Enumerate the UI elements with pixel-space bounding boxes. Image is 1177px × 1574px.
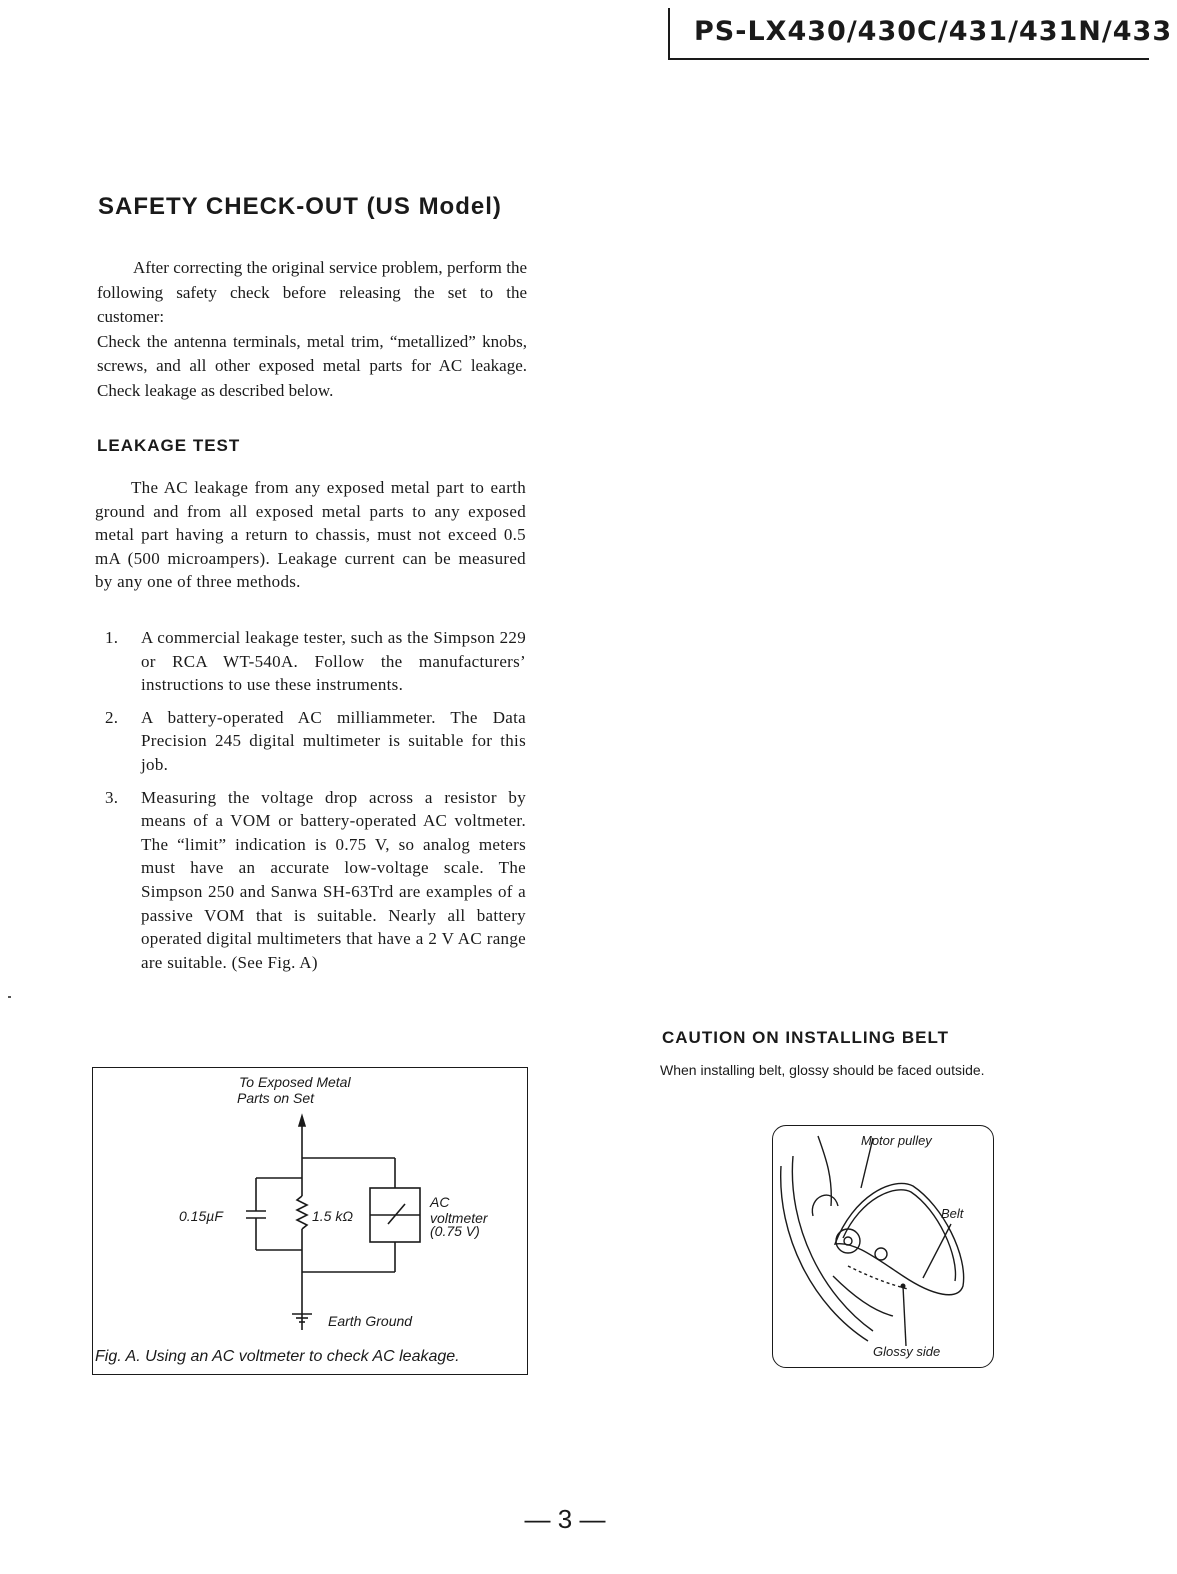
belt-illustration	[773, 1126, 994, 1368]
safety-intro	[97, 256, 527, 403]
method-text: A battery-operated AC milliammeter. The Data Precision 245 digital multimeter is suitable for this job.	[141, 707, 526, 774]
method-number: 1.	[105, 628, 119, 647]
glossy-side-leader	[903, 1286, 906, 1346]
belt-note: When installing belt, glossy should be faced outside.	[660, 1062, 985, 1078]
method-item-2	[95, 706, 526, 777]
resistor-label: 1.5 kΩ	[312, 1208, 354, 1224]
figure-a-box	[92, 1067, 528, 1375]
probe-label-line2: Parts on Set	[237, 1090, 315, 1106]
base-plate-edge	[833, 1276, 893, 1316]
method-text: A commercial leakage tester, such as the Simpson 229 or RCA WT-540A. Follow the manufacturers’ instructions to use these instruments.	[141, 628, 526, 695]
capacitor-label: 0.15µF	[179, 1208, 223, 1224]
method-number: 3.	[105, 787, 119, 807]
resistor-zigzag	[297, 1196, 307, 1229]
header-rule-vertical	[668, 8, 670, 60]
method-item-3	[95, 786, 526, 975]
belt-heading: CAUTION ON INSTALLING BELT	[662, 1028, 949, 1047]
page-number: — 3 —	[524, 1504, 606, 1534]
figure-caption: Fig. A. Using an AC voltmeter to check AC leakage.	[95, 1348, 460, 1365]
scan-speck	[8, 996, 11, 998]
voltmeter-needle	[388, 1204, 405, 1224]
method-item-1	[95, 626, 526, 697]
leakage-paragraph: The AC leakage from any exposed metal part to earth ground and from all exposed metal parts to any exposed metal part having a return to chassis, must not exceed 0.5 mA (500 microampers). Leakage current can be measured by any one of three methods.	[95, 478, 526, 592]
glossy-side-label: Glossy side	[873, 1344, 941, 1359]
motor-pulley-label: Motor pulley	[861, 1133, 932, 1148]
voltmeter-label-2: voltmeter	[430, 1210, 488, 1226]
belt-illustration-box	[772, 1125, 994, 1368]
model-title: PS-LX430/430C/431/431N/433	[694, 16, 1173, 47]
intro-paragraph-1: After correcting the original service problem, perform the following safety check before releasing the set to the customer:	[97, 258, 527, 326]
probe-label-line1: To Exposed Metal	[239, 1074, 351, 1090]
methods-list	[95, 626, 526, 983]
safety-title: SAFETY CHECK-OUT (US Model)	[98, 193, 502, 220]
leakage-heading: LEAKAGE TEST	[97, 436, 241, 455]
probe-arrow	[299, 1116, 305, 1126]
voltmeter-label-1: AC	[430, 1194, 450, 1210]
method-number: 2.	[105, 707, 119, 727]
belt-leader	[923, 1224, 951, 1278]
header-rule-horizontal	[668, 58, 1149, 60]
belt-label: Belt	[941, 1206, 964, 1221]
motor-pulley	[836, 1229, 860, 1253]
belt-loop	[835, 1183, 964, 1294]
voltmeter-label-3: (0.75 V)	[430, 1223, 480, 1239]
ground-label: Earth Ground	[328, 1313, 413, 1329]
intro-paragraph-2: Check the antenna terminals, metal trim, “metallized” knobs, screws, and all other exposed metal parts for AC leakage. Check leakage as described below.	[97, 331, 527, 400]
method-text: Measuring the voltage drop across a resistor by means of a VOM or battery-operated AC voltmeter. The “limit” indication is 0.75 V, so analog meters must have an accurate low-voltage scale. The Simpson 250 and Sanwa SH-63Trd are examples of a passive VOM that is suitable. Nearly all battery operated digital multimeters that have a 2 V AC range are suitable. (See Fig. A)	[141, 787, 526, 972]
